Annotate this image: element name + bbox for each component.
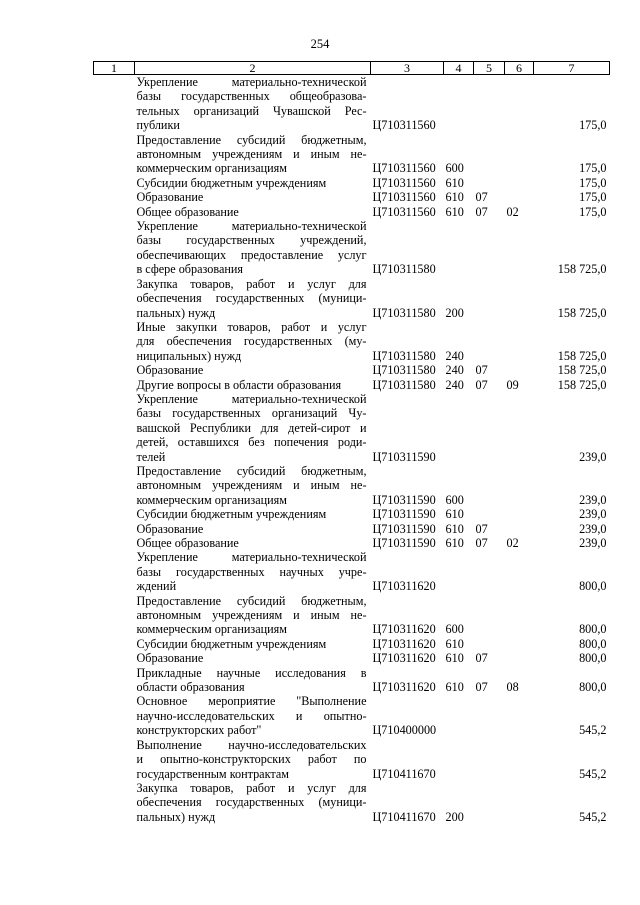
table-row (94, 363, 610, 377)
row-empty-cell (94, 522, 135, 536)
row-vr-cell: 240 (445, 348, 464, 363)
row-sum-cell: 158 725,0 (557, 348, 607, 363)
row-name-line: Другие вопросы в области образования (136, 377, 342, 392)
row-name-cell (135, 637, 371, 651)
row-sum-cell: 158 725,0 (557, 305, 607, 320)
row-name-line: Образование (136, 190, 204, 205)
row-name-cell (135, 277, 371, 320)
row-name-line: коммерческим организациям (136, 492, 287, 507)
row-name-line: обеспечения государственных (муници- (136, 795, 367, 810)
row-pr-cell (505, 694, 534, 737)
row-rz-cell: 07 (475, 377, 488, 392)
row-name-line: телей (136, 449, 166, 464)
row-pr-cell (505, 550, 534, 593)
column-header: 7 (534, 62, 610, 75)
row-vr-cell (444, 219, 474, 277)
row-rz-cell (474, 637, 505, 651)
row-name-line: Субсидии бюджетным учреждениям (136, 507, 327, 522)
row-rz-cell (474, 176, 505, 190)
row-empty-cell (94, 694, 135, 737)
column-header: 4 (444, 62, 474, 75)
row-pr-cell (505, 507, 534, 521)
row-name-line: Общее образование (136, 204, 239, 219)
row-empty-cell (94, 277, 135, 320)
row-empty-cell (94, 219, 135, 277)
table-row (94, 219, 610, 277)
row-name-cell (135, 378, 371, 392)
row-name-cell (135, 75, 371, 133)
row-name-cell (135, 594, 371, 637)
row-sum-cell: 800,0 (579, 651, 607, 666)
row-pr-cell (505, 176, 534, 190)
row-name-line: пальных) нужд (136, 305, 216, 320)
row-pr-cell (505, 637, 534, 651)
table-row (94, 666, 610, 695)
row-name-line: Закупка товаров, работ и услуг для (136, 276, 367, 291)
row-rz-cell (474, 594, 505, 637)
row-empty-cell (94, 594, 135, 637)
row-code-cell: Ц710311560 (372, 175, 436, 190)
row-empty-cell (94, 507, 135, 521)
row-rz-cell (474, 392, 505, 464)
row-name-line: Образование (136, 651, 204, 666)
row-code-cell: Ц710311620 (372, 622, 436, 637)
row-pr-cell: 08 (506, 680, 519, 695)
row-name-line: пальных) нужд (136, 809, 216, 824)
table-row (94, 320, 610, 363)
row-name-line: для обеспечения государственных (му- (136, 334, 367, 349)
row-name-cell (135, 781, 371, 824)
table-row (94, 392, 610, 464)
row-name-line: обеспечивающих предоставление услуг (136, 247, 367, 262)
row-rz-cell: 07 (475, 204, 488, 219)
row-name-line: коммерческим организациям (136, 622, 287, 637)
row-rz-cell: 07 (475, 363, 488, 378)
row-empty-cell (94, 190, 135, 204)
row-empty-cell (94, 536, 135, 550)
row-pr-cell (505, 277, 534, 320)
row-vr-cell: 610 (445, 636, 464, 651)
row-vr-cell (444, 550, 474, 593)
row-name-line: Общее образование (136, 536, 239, 550)
row-rz-cell (474, 320, 505, 363)
column-header: 2 (135, 62, 371, 75)
row-name-line: конструкторских работ" (136, 723, 262, 738)
row-vr-cell: 610 (445, 204, 464, 219)
row-name-line: обеспечения государственных (муници- (136, 291, 367, 306)
row-vr-cell (444, 738, 474, 781)
row-sum-cell: 175,0 (579, 161, 607, 176)
row-vr-cell (444, 75, 474, 133)
row-name-line: Иные закупки товаров, работ и услуг (136, 319, 367, 334)
row-sum-cell: 545,2 (579, 809, 607, 824)
row-name-line: Укрепление материально-технической (136, 391, 367, 406)
row-code-cell: Ц710411670 (372, 809, 436, 824)
row-rz-cell: 07 (475, 651, 488, 666)
row-pr-cell (505, 522, 534, 536)
row-name-line: Субсидии бюджетным учреждениям (136, 175, 327, 190)
row-name-line: ждений (136, 579, 177, 594)
row-name-cell (135, 176, 371, 190)
row-empty-cell (94, 738, 135, 781)
row-pr-cell (505, 392, 534, 464)
row-name-line: автономным учреждениям и иным не- (136, 147, 367, 162)
page-number: 254 (310, 37, 330, 51)
row-pr-cell (505, 219, 534, 277)
row-pr-cell: 02 (506, 536, 519, 550)
row-vr-cell: 240 (445, 377, 464, 392)
row-pr-cell (505, 464, 534, 507)
row-name-cell (135, 550, 371, 593)
column-header: 6 (505, 62, 534, 75)
row-rz-cell (474, 464, 505, 507)
row-name-cell (135, 190, 371, 204)
row-sum-cell: 175,0 (579, 118, 607, 133)
table-row (94, 522, 610, 536)
row-name-cell (135, 694, 371, 737)
row-name-cell (135, 320, 371, 363)
row-sum-cell: 800,0 (579, 636, 607, 651)
row-empty-cell (94, 392, 135, 464)
row-code-cell: Ц710311620 (372, 680, 436, 695)
row-name-line: научно-исследовательских и опытно- (136, 708, 367, 723)
row-sum-cell: 158 725,0 (557, 262, 607, 277)
row-sum-cell: 239,0 (579, 507, 607, 522)
row-name-line: вашской Республики для детей-сирот и (136, 420, 367, 435)
row-name-line: Предоставление субсидий бюджетным, (136, 132, 367, 147)
row-name-line: Предоставление субсидий бюджетным, (136, 463, 367, 478)
row-name-cell (135, 363, 371, 377)
row-empty-cell (94, 363, 135, 377)
column-header: 3 (371, 62, 444, 75)
row-pr-cell (505, 781, 534, 824)
row-name-cell (135, 219, 371, 277)
row-name-line: Прикладные научные исследования в (136, 665, 367, 680)
row-name-line: автономным учреждениям и иным не- (136, 608, 367, 623)
row-vr-cell: 610 (445, 175, 464, 190)
row-rz-cell (474, 694, 505, 737)
table-row (94, 133, 610, 176)
row-name-cell (135, 666, 371, 695)
row-name-line: Выполнение научно-исследовательских (136, 737, 367, 752)
row-vr-cell (444, 392, 474, 464)
row-code-cell: Ц710311560 (372, 118, 436, 133)
row-code-cell: Ц710311590 (372, 449, 436, 464)
table-row (94, 205, 610, 219)
row-pr-cell: 09 (506, 377, 519, 392)
row-code-cell: Ц710311580 (372, 262, 436, 277)
row-name-line: Закупка товаров, работ и услуг для (136, 780, 367, 795)
row-empty-cell (94, 378, 135, 392)
row-code-cell: Ц710311580 (372, 348, 436, 363)
budget-table (93, 61, 610, 824)
row-name-line: Укрепление материально-технической (136, 75, 367, 89)
row-code-cell: Ц710311590 (372, 521, 436, 536)
table-row (94, 75, 610, 133)
row-code-cell: Ц710311560 (372, 161, 436, 176)
row-vr-cell: 610 (445, 651, 464, 666)
row-code-cell: Ц710311580 (372, 377, 436, 392)
table-row (94, 536, 610, 550)
row-sum-cell: 175,0 (579, 190, 607, 205)
column-header: 1 (94, 62, 135, 75)
row-pr-cell (505, 320, 534, 363)
row-code-cell: Ц710311620 (372, 636, 436, 651)
row-empty-cell (94, 176, 135, 190)
row-pr-cell (505, 75, 534, 133)
row-pr-cell (505, 190, 534, 204)
row-name-cell (135, 536, 371, 550)
row-name-line: Образование (136, 521, 204, 536)
row-pr-cell (505, 738, 534, 781)
row-code-cell: Ц710311620 (372, 579, 436, 594)
row-sum-cell: 800,0 (579, 680, 607, 695)
row-rz-cell (474, 277, 505, 320)
row-vr-cell: 610 (445, 536, 464, 550)
row-code-cell: Ц710311590 (372, 507, 436, 522)
row-code-cell: Ц710311590 (372, 536, 436, 550)
row-name-cell (135, 392, 371, 464)
row-rz-cell: 07 (475, 190, 488, 205)
row-sum-cell: 800,0 (579, 622, 607, 637)
row-pr-cell (505, 594, 534, 637)
row-vr-cell: 610 (445, 521, 464, 536)
row-name-cell (135, 464, 371, 507)
row-vr-cell: 200 (445, 305, 464, 320)
row-name-cell (135, 522, 371, 536)
row-empty-cell (94, 666, 135, 695)
row-name-cell (135, 738, 371, 781)
row-code-cell: Ц710311580 (372, 305, 436, 320)
table-row (94, 378, 610, 392)
row-name-line: детей, оставшихся без попечения роди- (136, 435, 367, 450)
table-row (94, 694, 610, 737)
table-row (94, 781, 610, 824)
row-empty-cell (94, 637, 135, 651)
row-code-cell: Ц710400000 (372, 723, 437, 738)
row-vr-cell: 600 (445, 492, 464, 507)
row-name-line: базы государственных организаций Чу- (136, 406, 367, 421)
row-empty-cell (94, 781, 135, 824)
row-vr-cell: 600 (445, 161, 464, 176)
table-row (94, 464, 610, 507)
row-sum-cell: 545,2 (579, 723, 607, 738)
row-code-cell: Ц710311560 (372, 204, 436, 219)
row-sum-cell: 239,0 (579, 521, 607, 536)
row-name-line: и опытно-конструкторских работ по (136, 752, 367, 767)
row-vr-cell: 610 (445, 190, 464, 205)
row-empty-cell (94, 651, 135, 665)
row-rz-cell (474, 219, 505, 277)
row-pr-cell (505, 651, 534, 665)
table-row (94, 550, 610, 593)
row-name-line: коммерческим организациям (136, 161, 287, 176)
row-name-line: Укрепление материально-технической (136, 550, 367, 565)
row-sum-cell: 800,0 (579, 579, 607, 594)
row-sum-cell: 158 725,0 (557, 363, 607, 378)
column-header: 5 (474, 62, 505, 75)
row-name-line: Укрепление материально-технической (136, 219, 367, 234)
row-name-line: в сфере образования (136, 262, 244, 277)
table-row (94, 277, 610, 320)
row-vr-cell: 610 (445, 507, 464, 522)
table-row (94, 651, 610, 665)
table-row (94, 637, 610, 651)
row-sum-cell: 239,0 (579, 492, 607, 507)
row-empty-cell (94, 133, 135, 176)
row-name-line: Основное мероприятие "Выполнение (136, 694, 367, 709)
row-name-line: базы государственных научных учре- (136, 564, 367, 579)
row-pr-cell: 02 (506, 204, 519, 219)
row-name-line: публики (136, 118, 180, 133)
row-name-line: ниципальных) нужд (136, 348, 242, 363)
row-rz-cell (474, 550, 505, 593)
row-name-cell (135, 507, 371, 521)
row-empty-cell (94, 75, 135, 133)
row-empty-cell (94, 320, 135, 363)
row-pr-cell (505, 133, 534, 176)
row-code-cell: Ц710311580 (372, 363, 436, 378)
row-vr-cell: 200 (445, 809, 464, 824)
table-header-row (94, 62, 610, 75)
table-row (94, 176, 610, 190)
row-name-line: базы государственных учреждений, (136, 233, 367, 248)
row-code-cell: Ц710311560 (372, 190, 436, 205)
row-name-line: автономным учреждениям и иным не- (136, 478, 367, 493)
row-sum-cell: 239,0 (579, 449, 607, 464)
row-vr-cell (444, 694, 474, 737)
row-code-cell: Ц710311590 (372, 492, 436, 507)
row-name-cell (135, 133, 371, 176)
row-pr-cell (505, 363, 534, 377)
row-name-line: тельных организаций Чувашской Рес- (136, 103, 367, 118)
row-sum-cell: 545,2 (579, 766, 607, 781)
row-name-cell (135, 205, 371, 219)
row-rz-cell (474, 133, 505, 176)
row-vr-cell: 610 (445, 680, 464, 695)
row-name-line: Образование (136, 363, 204, 378)
row-name-cell (135, 651, 371, 665)
row-rz-cell (474, 75, 505, 133)
row-name-line: базы государственных общеобразова- (136, 89, 367, 104)
row-rz-cell (474, 507, 505, 521)
row-name-line: государственным контрактам (136, 766, 289, 781)
row-rz-cell: 07 (475, 536, 488, 550)
row-rz-cell (474, 738, 505, 781)
row-empty-cell (94, 205, 135, 219)
row-rz-cell (474, 781, 505, 824)
row-empty-cell (94, 550, 135, 593)
row-name-line: Субсидии бюджетным учреждениям (136, 636, 327, 651)
row-rz-cell: 07 (475, 521, 488, 536)
table-row (94, 507, 610, 521)
row-vr-cell: 240 (445, 363, 464, 378)
row-code-cell: Ц710411670 (372, 766, 436, 781)
row-rz-cell: 07 (475, 680, 488, 695)
row-empty-cell (94, 464, 135, 507)
row-code-cell: Ц710311620 (372, 651, 436, 666)
row-name-line: области образования (136, 680, 245, 695)
table-row (94, 738, 610, 781)
row-name-line: Предоставление субсидий бюджетным, (136, 593, 367, 608)
row-sum-cell: 175,0 (579, 204, 607, 219)
row-sum-cell: 158 725,0 (557, 377, 607, 392)
table-body (94, 75, 610, 825)
table-row (94, 190, 610, 204)
row-vr-cell: 600 (445, 622, 464, 637)
table-row (94, 594, 610, 637)
row-sum-cell: 175,0 (579, 175, 607, 190)
row-sum-cell: 239,0 (579, 536, 607, 550)
